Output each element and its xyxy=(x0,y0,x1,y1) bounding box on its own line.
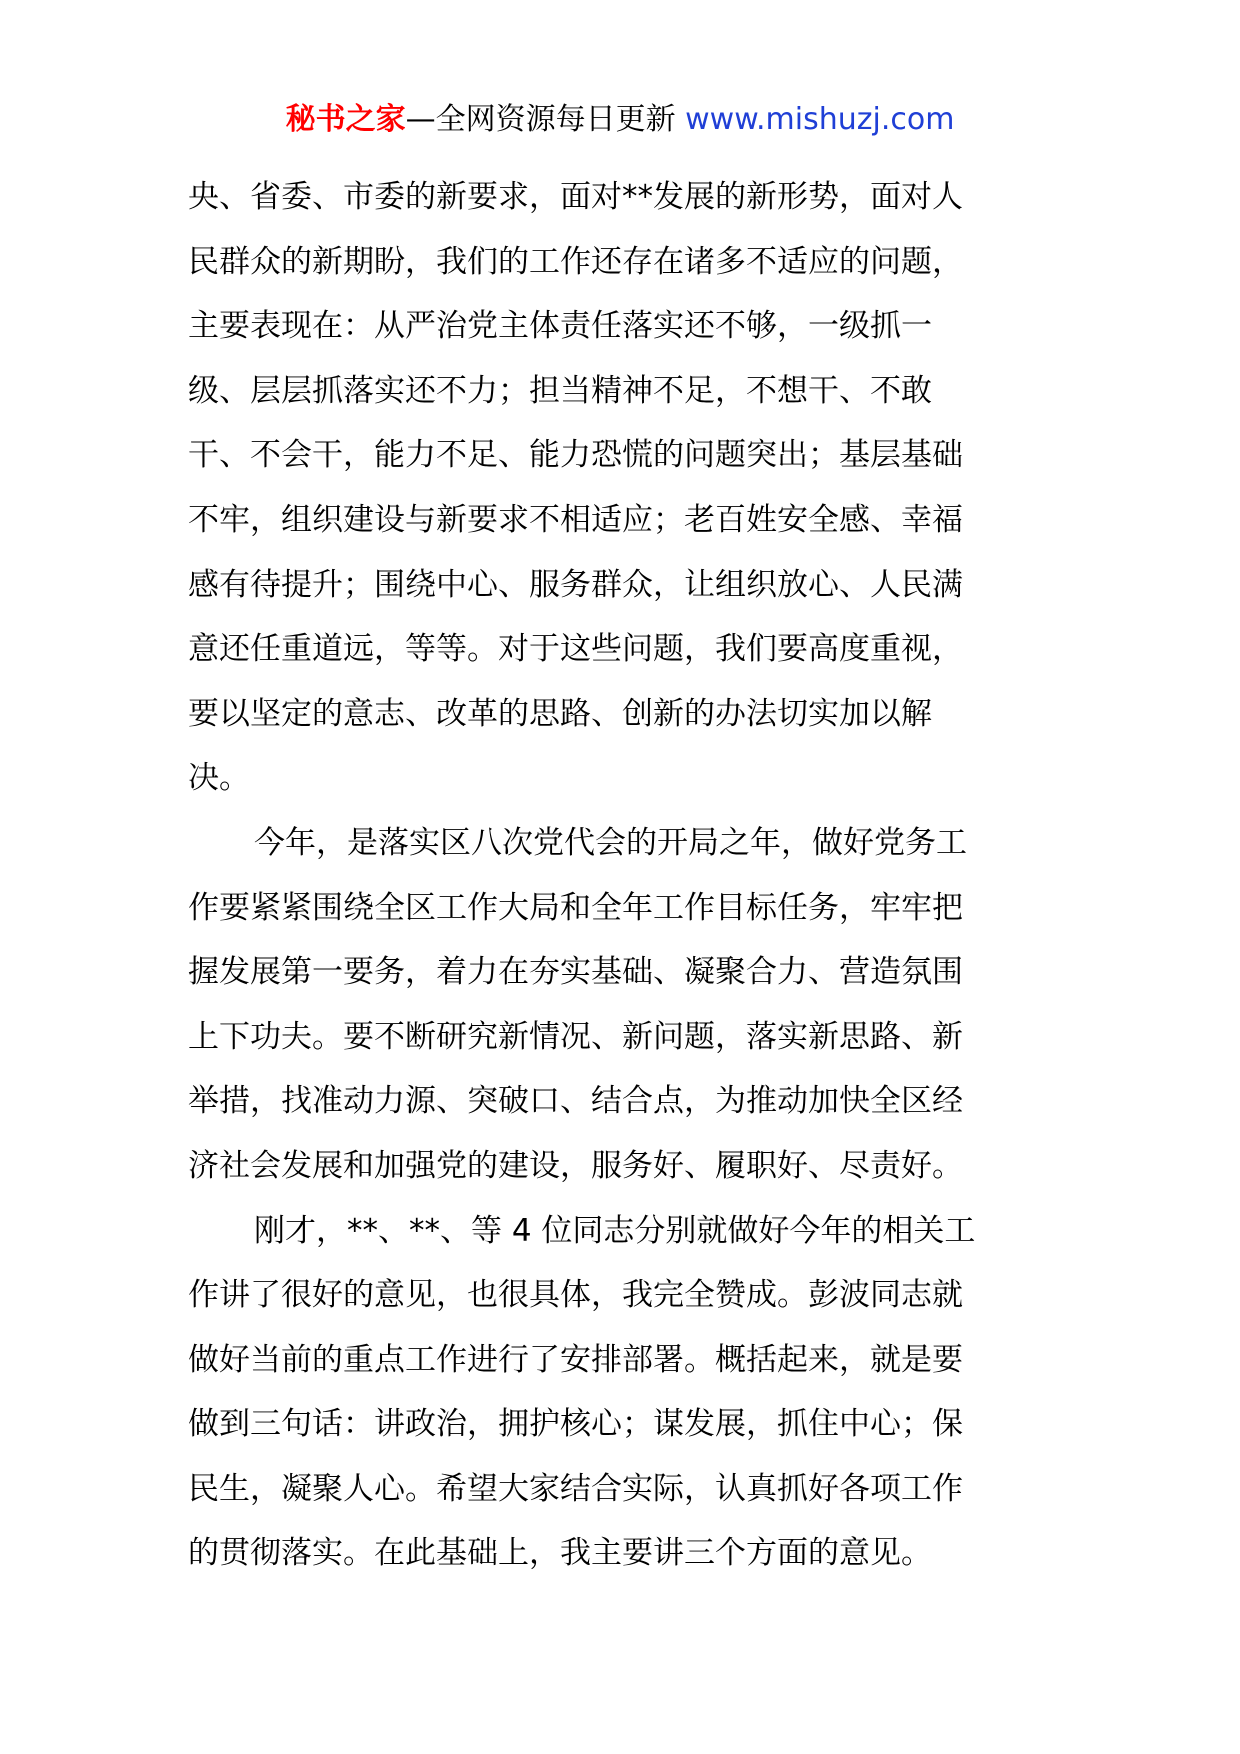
text-line: 作讲了很好的意见，也很具体，我完全赞成。彭波同志就 xyxy=(188,1277,963,1314)
text-line: 决。 xyxy=(188,760,250,797)
text-line: 做到三句话：讲政治，拥护核心；谋发展，抓住中心；保 xyxy=(188,1406,963,1443)
header-url-link[interactable]: www.mishuzj.com xyxy=(685,102,955,137)
text-line: 意还任重道远，等等。对于这些问题，我们要高度重视， xyxy=(188,631,963,668)
text-line: 不牢，组织建设与新要求不相适应；老百姓安全感、幸福 xyxy=(188,501,963,538)
text-line: 央、省委、市委的新要求，面对**发展的新形势，面对人 xyxy=(188,179,963,215)
text-line: 感有待提升；围绕中心、服务群众，让组织放心、人民满 xyxy=(188,566,963,603)
text-line: 要以坚定的意志、改革的思路、创新的办法切实加以解 xyxy=(188,695,932,732)
text-line: 民生，凝聚人心。希望大家结合实际，认真抓好各项工作 xyxy=(188,1470,963,1507)
text-line: 握发展第一要务，着力在夯实基础、凝聚合力、营造氛围 xyxy=(188,954,963,991)
header-tagline: —全网资源每日更新 xyxy=(405,102,686,137)
text-line: 民群众的新期盼，我们的工作还存在诸多不适应的问题， xyxy=(188,243,963,280)
page-header xyxy=(0,98,1240,142)
paragraph-first-line: 今年，是落实区八次党代会的开局之年，做好党务工 xyxy=(254,824,967,861)
text-line: 级、层层抓落实还不力；担当精神不足，不想干、不敢 xyxy=(188,372,932,409)
document-body xyxy=(188,165,1058,1586)
text-line: 作要紧紧围绕全区工作大局和全年工作目标任务，牢牢把 xyxy=(188,889,963,926)
text-line: 上下功夫。要不断研究新情况、新问题，落实新思路、新 xyxy=(188,1018,963,1055)
text-line: 干、不会干，能力不足、能力恐慌的问题突出；基层基础 xyxy=(188,437,963,474)
text-line: 的贯彻落实。在此基础上，我主要讲三个方面的意见。 xyxy=(188,1535,932,1572)
text-line: 做好当前的重点工作进行了安排部署。概括起来，就是要 xyxy=(188,1341,963,1378)
text-line: 举措，找准动力源、突破口、结合点，为推动加快全区经 xyxy=(188,1083,963,1120)
text-line: 主要表现在：从严治党主体责任落实还不够，一级抓一 xyxy=(188,308,932,345)
text-line: 济社会发展和加强党的建设，服务好、履职好、尽责好。 xyxy=(188,1147,963,1184)
paragraph-first-line: 刚才，**、**、等 4 位同志分别就做好今年的相关工 xyxy=(254,1212,976,1249)
header-brand: 秘书之家 xyxy=(285,102,406,137)
